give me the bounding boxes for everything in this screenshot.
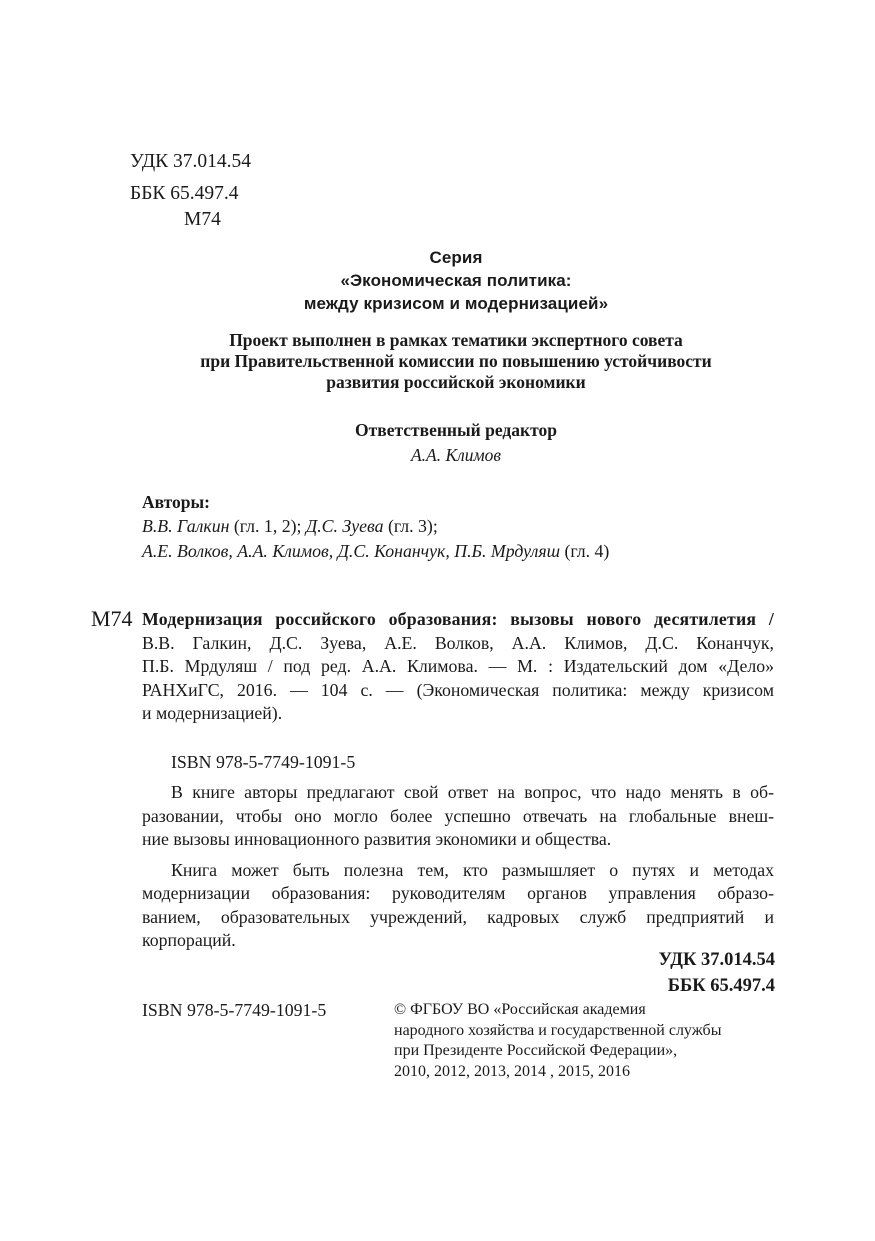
- author-mark: М74: [184, 209, 221, 230]
- bibliography-line3: П.Б. Мрдуляш / под ред. А.А. Климова. — М. : Издательский дом «Дело»: [142, 656, 774, 676]
- annotation-p2-line2: модернизации образования: руководителям органов управления образо-: [142, 883, 774, 903]
- bottom-udk: УДК 37.014.54: [658, 950, 775, 970]
- annotation-p1-line2: разовании, чтобы оно могло более успешно отвечать на глобальные внеш-: [142, 805, 774, 826]
- footer-isbn: ISBN 978-5-7749-1091-5: [142, 1000, 327, 1020]
- authors-label: Авторы:: [142, 492, 210, 512]
- bibliography-line2: В.В. Галкин, Д.С. Зуева, А.Е. Волков, А.А. Климов, Д.С. Конанчук,: [142, 632, 774, 653]
- editor-name: А.А. Климов: [410, 445, 502, 465]
- authors-group-chapters: (гл. 4): [560, 541, 610, 561]
- project-line3: развития российской экономики: [326, 372, 586, 392]
- editor-block: [130, 418, 782, 468]
- bibliography-line5: и модернизацией).: [142, 703, 283, 723]
- annotation-p2-line3: ванием, образовательных учреждений, кадровых служб предприятий и: [142, 906, 774, 927]
- bbk-code: ББК 65.497.4: [130, 183, 239, 204]
- copyright-line1: © ФГБОУ ВО «Российская академия: [394, 1001, 646, 1018]
- bibliography-mark: М74: [91, 606, 133, 631]
- bibliography-title: Модернизация российского образования: вызовы нового десятилетия /: [142, 609, 774, 629]
- annotation-p2-line1: Книга может быть полезна тем, кто размышляет о путях и методах: [171, 859, 774, 880]
- project-line2: при Правительственной комиссии по повышению устойчивости: [200, 351, 712, 371]
- author-zueva: Д.С. Зуева: [305, 516, 384, 536]
- udk-code: УДК 37.014.54: [130, 151, 252, 172]
- authors-line2: [142, 540, 609, 564]
- bottom-bbk: ББК 65.497.4: [667, 976, 775, 996]
- copyright-line3: при Президенте Российской Федерации»,: [394, 1042, 678, 1059]
- copyright-line4: 2010, 2012, 2013, 2014 , 2015, 2016: [394, 1062, 630, 1080]
- annotation-p2-line4: корпораций.: [142, 930, 236, 950]
- annotation-p1-line3: ние вызовы инновационного развития экономики и общества.: [142, 829, 612, 849]
- bibliography-entry: [142, 608, 774, 726]
- copyright-line2: народного хозяйства и государственной службы: [394, 1021, 722, 1039]
- bottom-codes: [659, 947, 775, 999]
- authors-line1: [142, 515, 438, 539]
- isbn-line: ISBN 978-5-7749-1091-5: [171, 752, 356, 772]
- annotation-p1-line1: В книге авторы предлагают свой ответ на вопрос, что надо менять в об-: [171, 782, 774, 802]
- bibliography-line4: РАНХиГС, 2016. — 104 с. — (Экономическая политика: между кризисом: [142, 679, 774, 700]
- annotation: [142, 781, 774, 953]
- project-line1: Проект выполнен в рамках тематики экспертного совета: [229, 330, 683, 350]
- editor-label: Ответственный редактор: [355, 420, 557, 440]
- author-galkin: В.В. Галкин: [142, 516, 230, 536]
- copyright-block: [394, 1000, 721, 1082]
- author-galkin-chapters: (гл. 1, 2);: [229, 516, 306, 536]
- series-label: Серия: [429, 248, 483, 267]
- series-name-line1: «Экономическая политика:: [340, 271, 572, 290]
- series-block: [130, 246, 782, 315]
- authors-group: А.Е. Волков, А.А. Климов, Д.С. Конанчук, П.Б. Мрдуляш: [142, 541, 561, 561]
- series-name-line2: между кризисом и модернизацией»: [303, 294, 609, 313]
- author-zueva-chapters: (гл. 3);: [383, 516, 438, 536]
- project-statement: [130, 330, 782, 393]
